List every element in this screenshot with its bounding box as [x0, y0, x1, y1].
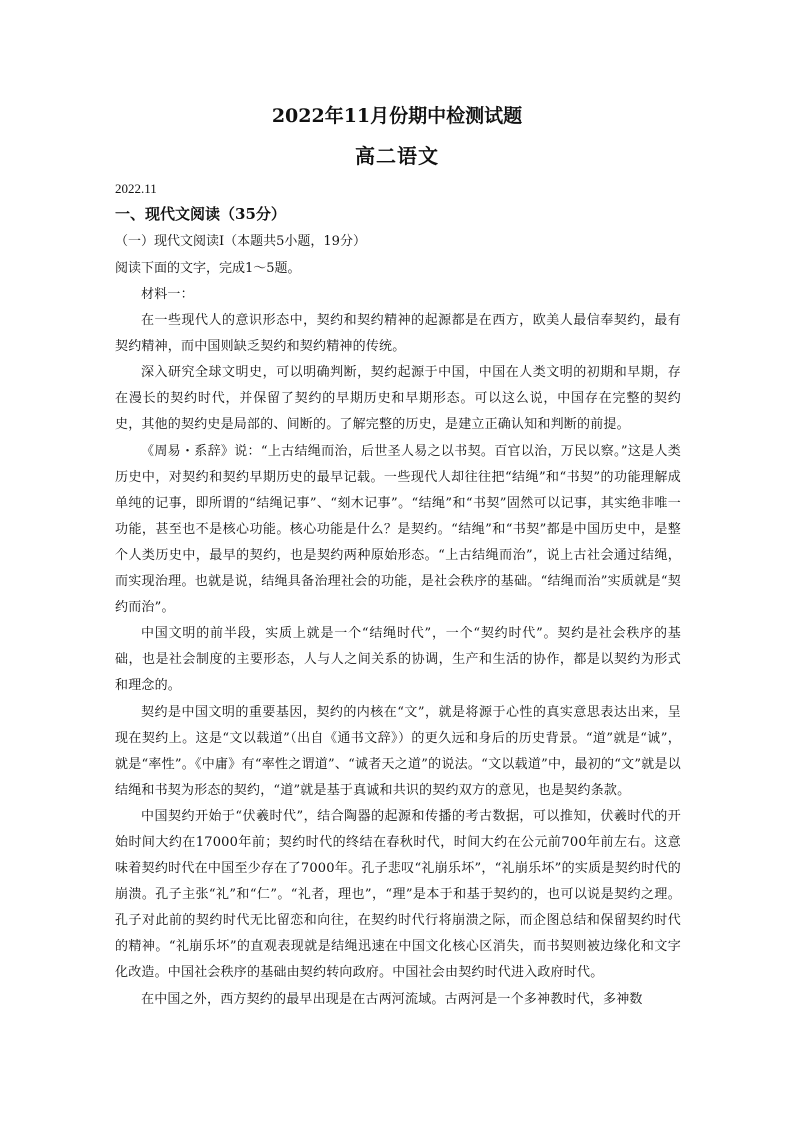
material-paragraph: 《周易・系辞》说：“上古结绳而治，后世圣人易之以书契。百官以治，万民以察。”这是人类历史中，对契约和契约早期历史的最早记载。一些现代人却往往把“结绳”和“书契”的功能理解成单纯的记事，即所谓的“结绳记事”、“刻木记事”。“结绳”和“书契”固然可以记事，其实绝非唯一功能，甚至也不是核心功能。核心功能是什么？是契约。“结绳”和“书契”都是中国历史中，是整个人类历史中，最早的契约，也是契约两种原始形态。“上古结绳而治”，说上古社会通过结绳，而实现治理。也就是说，结绳具备治理社会的功能，是社会秩序的基础。“结绳而治”实质就是“契约而治”。 [115, 443, 681, 616]
material-paragraph: 在中国之外，西方契约的最早出现是在古两河流域。古两河是一个多神教时代，多神数 [141, 991, 643, 1007]
section-heading: 一、现代文阅读（35分） [115, 205, 286, 223]
reading-material [115, 282, 681, 1013]
exam-title: 2022年11月份期中检测试题 [271, 105, 523, 127]
material-paragraph: 中国文明的前半段，实质上就是一个“结绳时代”，一个“契约时代”。契约是社会秩序的基础，也是社会制度的主要形态，人与人之间关系的协调，生产和生活的协作，都是以契约为形式和理念的。 [115, 626, 681, 694]
material-paragraph: 契约是中国文明的重要基因，契约的内核在“文”，就是将源于心性的真实意思表达出来，呈现在契约上。这是“文以载道”（出自《通书文辞》）的更久远和身后的历史背景。“道”就是“诚”，就是“率性”。《中庸》有“率性之谓道”、“诚者天之道”的说法。“文以载道”中，最初的“文”就是以结绳和书契为形态的契约，“道”就是基于真诚和共识的契约双方的意见，也是契约条款。 [115, 704, 681, 798]
subsection-heading: （一）现代文阅读Ⅰ（本题共5小题，19分） [115, 234, 366, 249]
material-paragraph: 在一些现代人的意识形态中，契约和契约精神的起源都是在西方，欧美人最信奉契约，最有契约精神，而中国则缺乏契约和契约精神的传统。 [115, 313, 681, 355]
material-paragraph: 中国契约开始于“伏羲时代”，结合陶器的起源和传播的考古数据，可以推知，伏羲时代的开始时间大约在17000年前；契约时代的终结在春秋时代，时间大约在公元前700年前左右。这意味着契约时代在中国至少存在了7000年。孔子悲叹“礼崩乐坏”，“礼崩乐坏”的实质是契约时代的崩溃。孔子主张“礼”和“仁”。“礼者，理也”，“理”是本于和基于契约的，也可以说是契约之理。孔子对此前的契约时代无比留恋和向往，在契约时代行将崩溃之际，而企图总结和保留契约时代的精神。“礼崩乐坏”的直观表现就是结绳迅速在中国文化核心区消失，而书契则被边缘化和文字化改造。中国社会秩序的基础由契约转向政府。中国社会由契约时代进入政府时代。 [115, 808, 681, 981]
exam-date: 2022.11 [115, 181, 157, 196]
material-label: 材料一： [141, 287, 194, 302]
material-paragraph: 深入研究全球文明史，可以明确判断，契约起源于中国，中国在人类文明的初期和早期，存在漫长的契约时代，并保留了契约的早期历史和早期形态。可以这么说，中国存在完整的契约史，其他的契约史是局部的、间断的。了解完整的历史，是建立正确认知和判断的前提。 [115, 365, 681, 433]
reading-instruction: 阅读下面的文字，完成1～5题。 [115, 261, 301, 276]
subject-title: 高二语文 [355, 144, 439, 168]
